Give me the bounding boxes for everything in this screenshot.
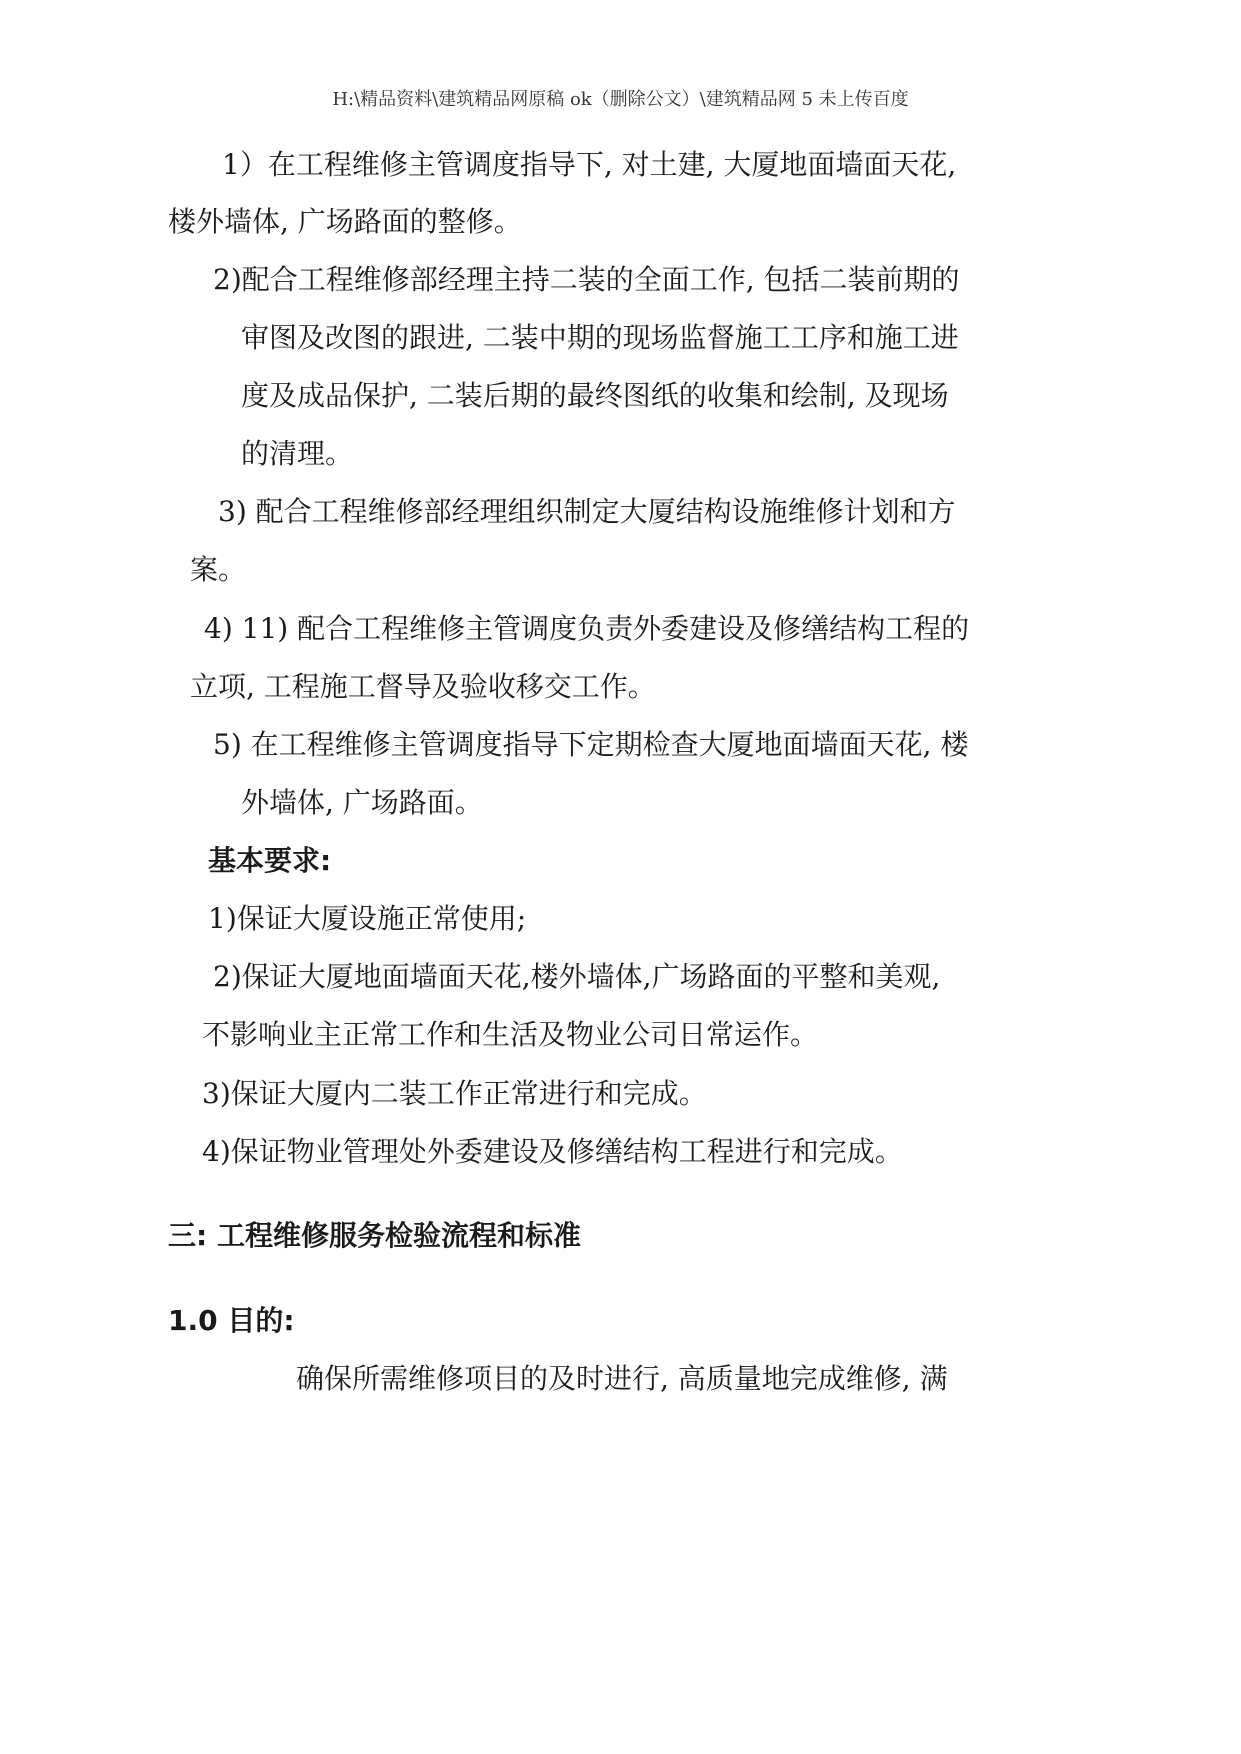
requirement-3: 3)保证大厦内二装工作正常进行和完成。 (202, 1077, 707, 1110)
duty-2-line-4: 的清理。 (241, 437, 354, 470)
duty-2-line-3: 度及成品保护, 二装后期的最终图纸的收集和绘制, 及现场 (241, 379, 949, 412)
duty-2-line-1: 2)配合工程维修部经理主持二装的全面工作, 包括二装前期的 (213, 263, 960, 296)
section-3-heading: 三: 工程维修服务检验流程和标准 (168, 1219, 581, 1252)
duty-1-line-1: 1）在工程维修主管调度指导下, 对土建, 大厦地面墙面天花, (222, 148, 957, 181)
requirements-title: 基本要求: (208, 844, 332, 877)
requirement-1: 1)保证大厦设施正常使用; (208, 902, 527, 935)
requirement-2-line-1: 2)保证大厦地面墙面天花,楼外墙体,广场路面的平整和美观, (213, 960, 941, 993)
duty-4-line-1: 4) 11) 配合工程维修主管调度负责外委建设及修缮结构工程的 (204, 612, 970, 645)
duty-2-line-2: 审图及改图的跟进, 二装中期的现场监督施工工序和施工进 (241, 321, 959, 354)
purpose-line-1: 确保所需维修项目的及时进行, 高质量地完成维修, 满 (296, 1362, 948, 1395)
duty-5-line-2: 外墙体, 广场路面。 (241, 786, 483, 819)
purpose-heading: 1.0 目的: (168, 1304, 295, 1337)
duty-1-line-2: 楼外墙体, 广场路面的整修。 (168, 205, 522, 238)
duty-4-line-2: 立项, 工程施工督导及验收移交工作。 (190, 670, 656, 703)
duty-5-line-1: 5) 在工程维修主管调度指导下定期检查大厦地面墙面天花, 楼 (213, 728, 969, 761)
duty-3-line-1: 3) 配合工程维修部经理组织制定大厦结构设施维修计划和方 (218, 495, 956, 528)
file-path-header: H:\精品资料\建筑精品网原稿 ok（删除公文）\建筑精品网 5 未上传百度 (332, 89, 909, 110)
requirement-4: 4)保证物业管理处外委建设及修缮结构工程进行和完成。 (202, 1135, 903, 1168)
duty-3-line-2: 案。 (190, 553, 247, 586)
requirement-2-line-2: 不影响业主正常工作和生活及物业公司日常运作。 (202, 1018, 819, 1051)
